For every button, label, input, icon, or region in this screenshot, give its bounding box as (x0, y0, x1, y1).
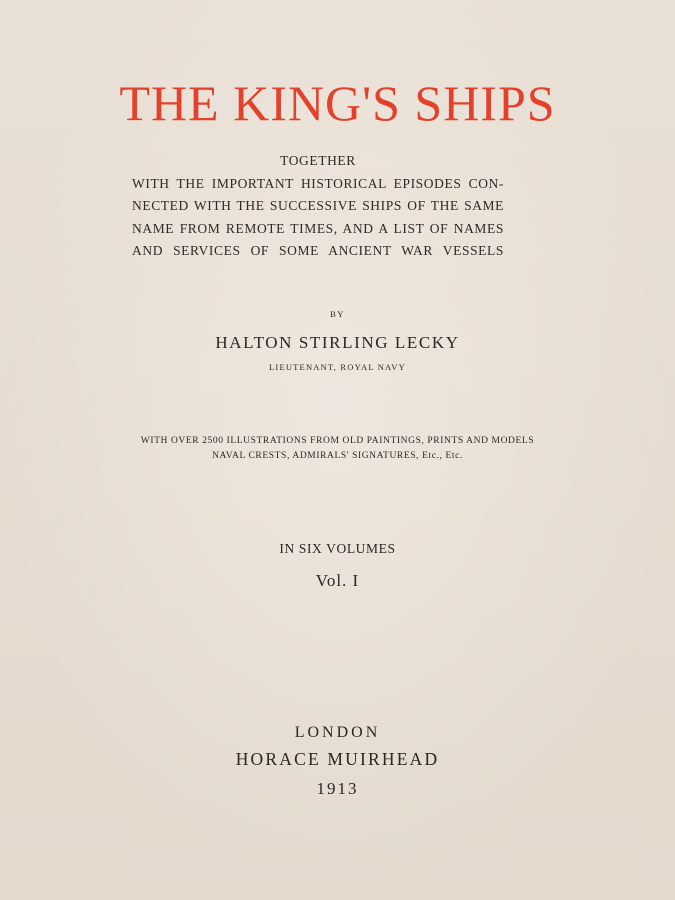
description-line: TOGETHER (280, 153, 356, 168)
author-name: HALTON STIRLING LECKY (215, 333, 460, 352)
volume-number: Vol. I (315, 571, 360, 590)
by-label: BY (330, 309, 345, 319)
publisher-name: HORACE MUIRHEAD (235, 749, 440, 769)
description-line: NAME FROM REMOTE TIMES, AND A LIST OF NAMES (132, 220, 504, 236)
illustrations-note-line-1: WITH OVER 2500 ILLUSTRATIONS FROM OLD PAINTINGS, PRINTS AND MODELS (140, 436, 535, 446)
publication-year: 1913 (316, 779, 359, 798)
author-rank: LIEUTENANT, ROYAL NAVY (269, 362, 406, 372)
book-title: THE KING'S SHIPS (119, 75, 556, 131)
description-line: AND SERVICES OF SOME ANCIENT WAR VESSELS (132, 243, 504, 258)
illustrations-note-line-2: NAVAL CRESTS, ADMIRALS' SIGNATURES, Etc., Etc. (212, 451, 463, 461)
description-line: NECTED WITH THE SUCCESSIVE SHIPS OF THE SAME (132, 198, 504, 213)
publication-place: LONDON (294, 724, 381, 741)
volume-count: IN SIX VOLUMES (279, 541, 396, 556)
book-description (132, 150, 504, 263)
description-line: WITH THE IMPORTANT HISTORICAL EPISODES CON- (132, 175, 504, 191)
